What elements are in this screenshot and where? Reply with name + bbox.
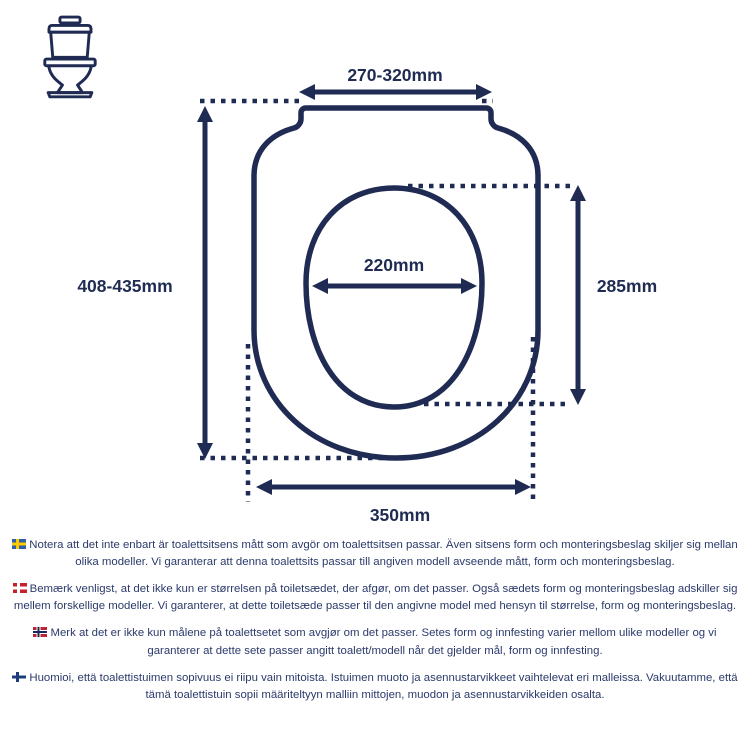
denmark-flag-icon — [13, 583, 27, 593]
note-danish-text: Bemærk venligst, at det ikke kun er størrelsen på toiletsædet, der afgør, om det passer. Også sædets form og monteringsbeslag adskiller sig mellem forskellige modeller. Vi garanterer, at dette toiletsæde passer til den angivne model med hensyn til størrelse, form og monteringsbeslag. — [13, 583, 738, 613]
bottom-width-arrowhead-right — [515, 479, 531, 495]
inner-height-label: 285mm — [596, 276, 658, 296]
inner-width-label: 220mm — [363, 255, 425, 275]
note-finnish-text: Huomioi, että toalettistuimen sopivuus ei riipu vain mitoista. Istuimen muoto ja asennustarvikkeet vaihtelevat eri malleissa. Vakuutamme, että tämä toalettistuin sopii määriteltyyn malliin mittojen, muodon ja asennustarvikkeiden osalta. — [29, 671, 738, 701]
notes-section — [0, 537, 750, 714]
inner-width-arrowhead-right — [461, 278, 477, 294]
note-finnish — [6, 670, 744, 704]
top-width-arrowhead-left — [299, 84, 315, 100]
inner-width-arrowhead-left — [312, 278, 328, 294]
note-norwegian-text: Merk at det er ikke kun målene på toalettsetet som avgjør om det passer. Setes form og innfesting varier mellom ulike modeller og vi garanterer at dette sete passer angitt toalett/modell når det gjelder mål, form og innfesting. — [50, 627, 717, 657]
bottom-width-label: 350mm — [369, 505, 431, 525]
height-label: 408-435mm — [77, 276, 173, 296]
norway-flag-icon — [33, 627, 47, 637]
note-swedish — [6, 537, 744, 571]
height-arrowhead-top — [197, 106, 213, 122]
sweden-flag-icon — [12, 539, 26, 549]
note-norwegian — [6, 625, 744, 659]
seat-inner-opening — [306, 188, 482, 407]
finland-flag-icon — [12, 672, 26, 682]
inner-height-arrowhead-bottom — [570, 389, 586, 405]
top-width-arrowhead-right — [476, 84, 492, 100]
bottom-width-arrowhead-left — [256, 479, 272, 495]
note-danish — [6, 581, 744, 615]
note-swedish-text: Notera att det inte enbart är toalettsitsens mått som avgör om toalettsitsen passar. Även sitsens form och monteringsbeslag skiljer sig mellan olika modeller. Vi garanterar att denna toalettsits passar till angiven modell avseende mått, form och monteringsbeslag. — [29, 539, 738, 569]
inner-height-arrowhead-top — [570, 185, 586, 201]
top-width-label: 270-320mm — [347, 65, 443, 85]
